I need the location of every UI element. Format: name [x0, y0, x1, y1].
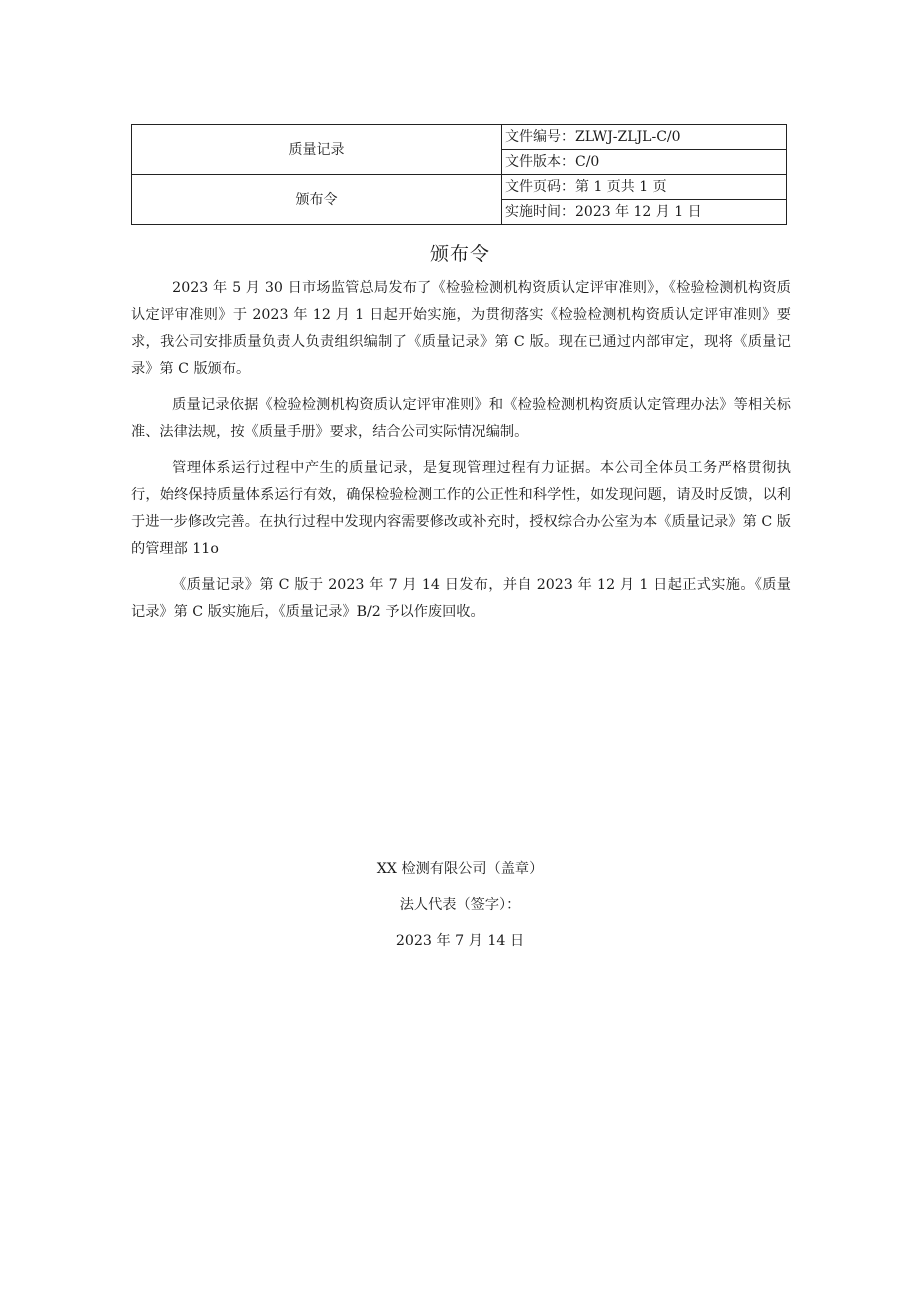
paragraph-1: 2023 年 5 月 30 日市场监管总局发布了《检验检测机构资质认定评审准则》，《检验检测机构资质认定评审准则》于 2023 年 12 月 1 日起开始实施，为贯彻落实《检验检测机构资质认定评审准则》要求，我公司安排质量负责人负责组织编制了《质量记录》第 C 版。现在已通过内部审定，现将《质量记录》第 C 版颁布。	[131, 280, 791, 377]
legal-rep-line: 法人代表（签字）：	[399, 897, 521, 913]
doc-name-cell: 质量记录	[132, 125, 502, 175]
document-body	[131, 275, 791, 635]
paragraph-3: 管理体系运行过程中产生的质量记录，是复现管理过程有力证据。本公司全体员工务严格贯彻执行，始终保持质量体系运行有效，确保检验检测工作的公正性和科学性，如发现问题，请及时反馈，以利于进一步修改完善。在执行过程中发现内容需要修改或补充时，授权综合办公室为本《质量记录》第 C 版的管理部 11o	[131, 460, 791, 557]
file-page-cell: 文件页码：第 1 页共 1 页	[502, 175, 787, 200]
paragraph-4: 《质量记录》第 C 版于 2023 年 7 月 14 日发布，并自 2023 年 12 月 1 日起正式实施。《质量记录》第 C 版实施后，《质量记录》B/2 予以作废回收。	[131, 577, 791, 620]
file-number-cell: 文件编号：ZLWJ-ZLJL-C/0	[502, 125, 787, 150]
document-header-table	[131, 124, 787, 225]
effective-date-cell: 实施时间：2023 年 12 月 1 日	[502, 200, 787, 225]
paragraph-2: 质量记录依据《检验检测机构资质认定评审准则》和《检验检测机构资质认定管理办法》等相关标准、法律法规，按《质量手册》要求，结合公司实际情况编制。	[131, 397, 791, 440]
file-version-cell: 文件版本：C/0	[502, 150, 787, 175]
page-title: 颁布令	[429, 243, 490, 265]
company-seal-line: XX 检测有限公司（盖章）	[376, 861, 544, 877]
signature-date: 2023 年 7 月 14 日	[395, 933, 525, 949]
doc-type-cell: 颁布令	[132, 175, 502, 225]
signature-block	[0, 857, 920, 965]
